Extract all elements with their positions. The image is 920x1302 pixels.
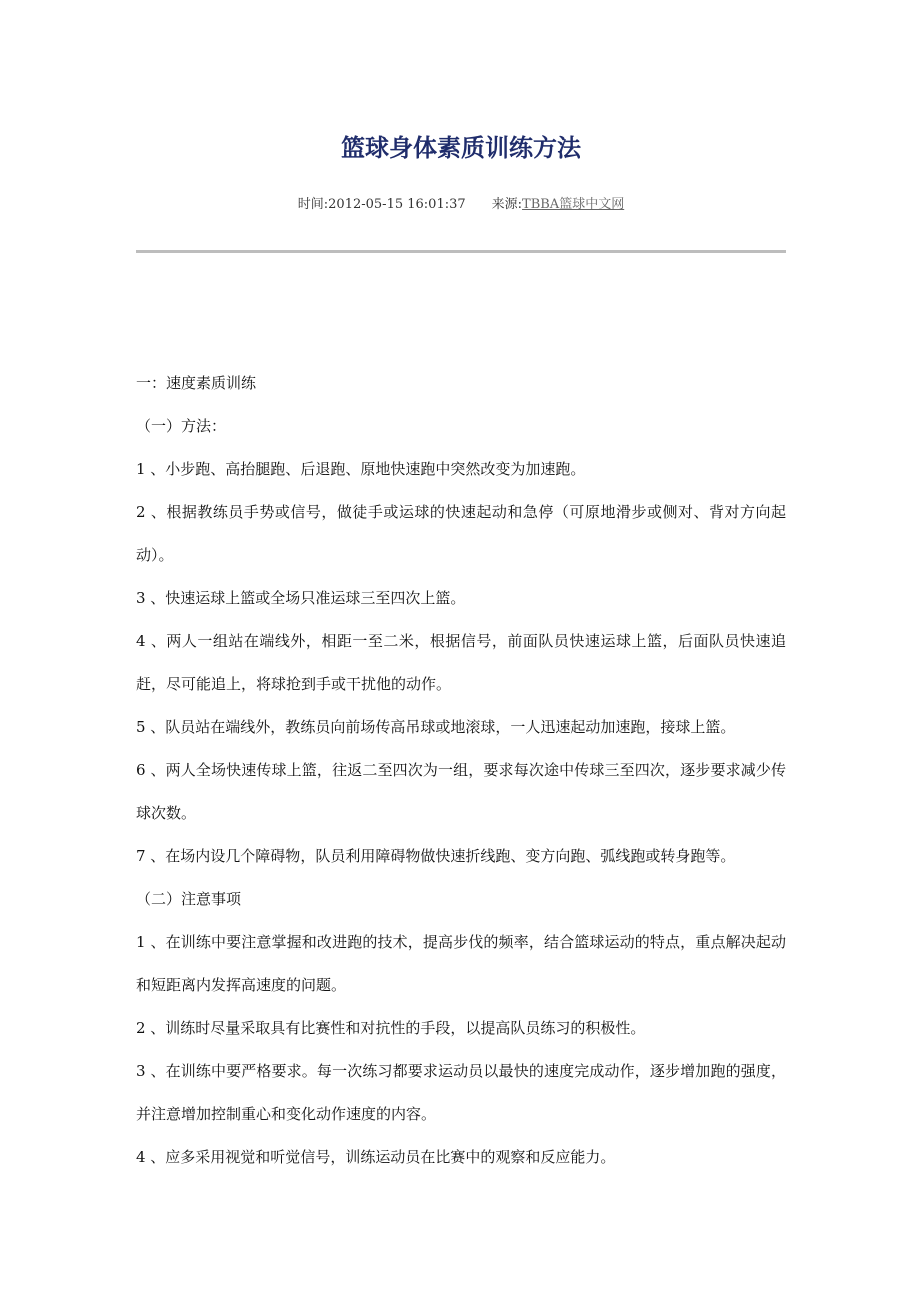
paragraph: 2 、训练时尽量采取具有比赛性和对抗性的手段，以提高队员练习的积极性。 <box>136 1019 646 1037</box>
source-link[interactable]: TBBA篮球中文网 <box>522 197 625 212</box>
source-label: 来源: <box>491 197 523 212</box>
paragraph: 3 、在训练中要严格要求。每一次练习都要求运动员以最快的速度完成动作，逐步增加跑的强度，并注意增加控制重心和变化动作速度的内容。 <box>136 1062 786 1123</box>
paragraph: 1 、小步跑、高抬腿跑、后退跑、原地快速跑中突然改变为加速跑。 <box>136 460 586 478</box>
paragraph: 3 、快速运球上篮或全场只准运球三至四次上篮。 <box>136 589 466 607</box>
paragraph: 2 、根据教练员手势或信号，做徒手或运球的快速起动和急停（可原地滑步或侧对、背对方向起动）。 <box>136 503 786 564</box>
article-title: 篮球身体素质训练方法 <box>341 134 581 162</box>
paragraph: 5 、队员站在端线外，教练员向前场传高吊球或地滚球，一人迅速起动加速跑，接球上篮。 <box>136 718 736 736</box>
paragraph: 4 、两人一组站在端线外，相距一至二米，根据信号，前面队员快速运球上篮，后面队员快速追赶，尽可能追上，将球抢到手或干扰他的动作。 <box>136 632 786 693</box>
section-heading: 一：速度素质训练 <box>136 374 257 392</box>
paragraph: 6 、两人全场快速传球上篮，往返二至四次为一组，要求每次途中传球三至四次，逐步要求减少传球次数。 <box>136 761 786 822</box>
paragraph: 4 、应多采用视觉和听觉信号，训练运动员在比赛中的观察和反应能力。 <box>136 1148 616 1166</box>
article-body <box>136 362 786 1179</box>
subsection-heading: （一）方法： <box>136 417 227 435</box>
title-divider <box>136 250 786 253</box>
paragraph: 7 、在场内设几个障碍物，队员利用障碍物做快速折线跑、变方向跑、弧线跑或转身跑等。 <box>136 847 736 865</box>
publish-time: 时间:2012-05-15 16:01:37 <box>297 197 466 212</box>
subsection-heading: （二）注意事项 <box>136 890 242 908</box>
paragraph: 1 、在训练中要注意掌握和改进跑的技术，提高步伐的频率，结合篮球运动的特点，重点解决起动和短距离内发挥高速度的问题。 <box>136 933 786 994</box>
article-meta <box>136 194 786 216</box>
